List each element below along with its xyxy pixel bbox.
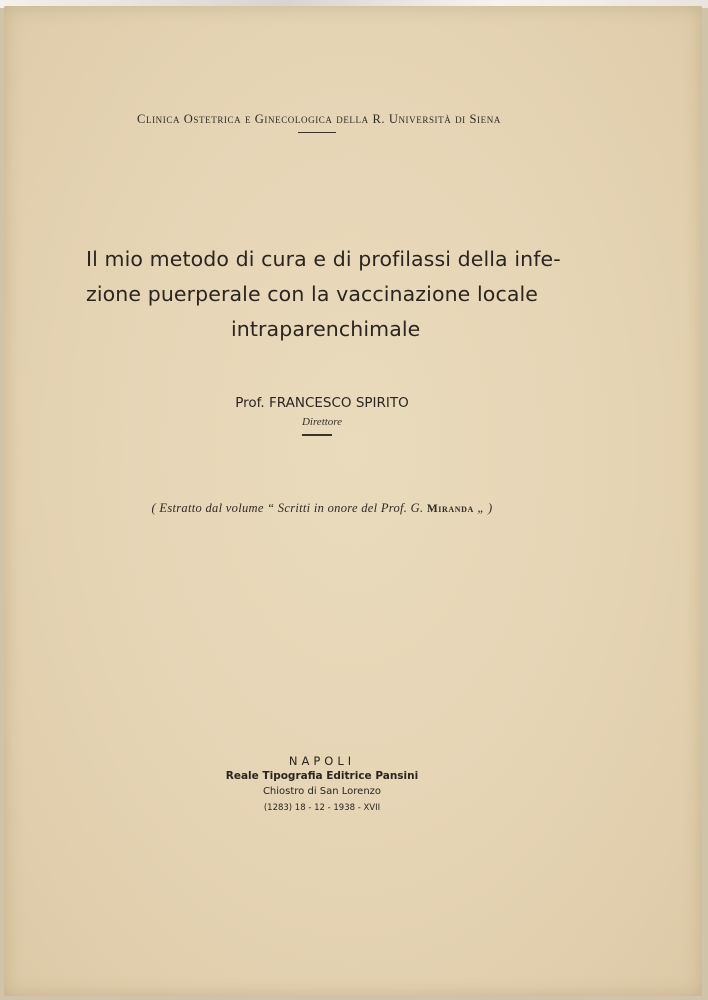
author-name: Prof. FRANCESCO SPIRITO (235, 395, 409, 411)
imprint-city: NAPOLI (288, 754, 356, 768)
imprint-dateline: (1283) 18 - 12 - 1938 - XVII (263, 803, 381, 813)
extract-honoree: Miranda (426, 503, 474, 515)
author-rule (302, 434, 332, 436)
imprint-publisher: Reale Tipografia Editrice Pansini (225, 770, 419, 782)
imprint-address: Chiostro di San Lorenzo (262, 786, 382, 797)
extract-note (4, 501, 640, 516)
document-title (64, 242, 584, 347)
header-rule (298, 132, 336, 133)
title-line-3: intraparenchimale (231, 317, 421, 341)
title-line-1: Il mio metodo di cura e di profilassi della infe- (86, 247, 561, 271)
author-role: Direttore (301, 416, 343, 428)
extract-prefix: ( Estratto dal volume “ Scritti in onore del Prof. G. (151, 501, 424, 515)
document-cover (4, 6, 702, 996)
extract-suffix: „ ) (477, 501, 493, 515)
title-line-2: zione puerperale con la vaccinazione locale (86, 282, 538, 306)
institution-header: Clinica Ostetrica e Ginecologica della R. Università di Siena (137, 112, 501, 126)
